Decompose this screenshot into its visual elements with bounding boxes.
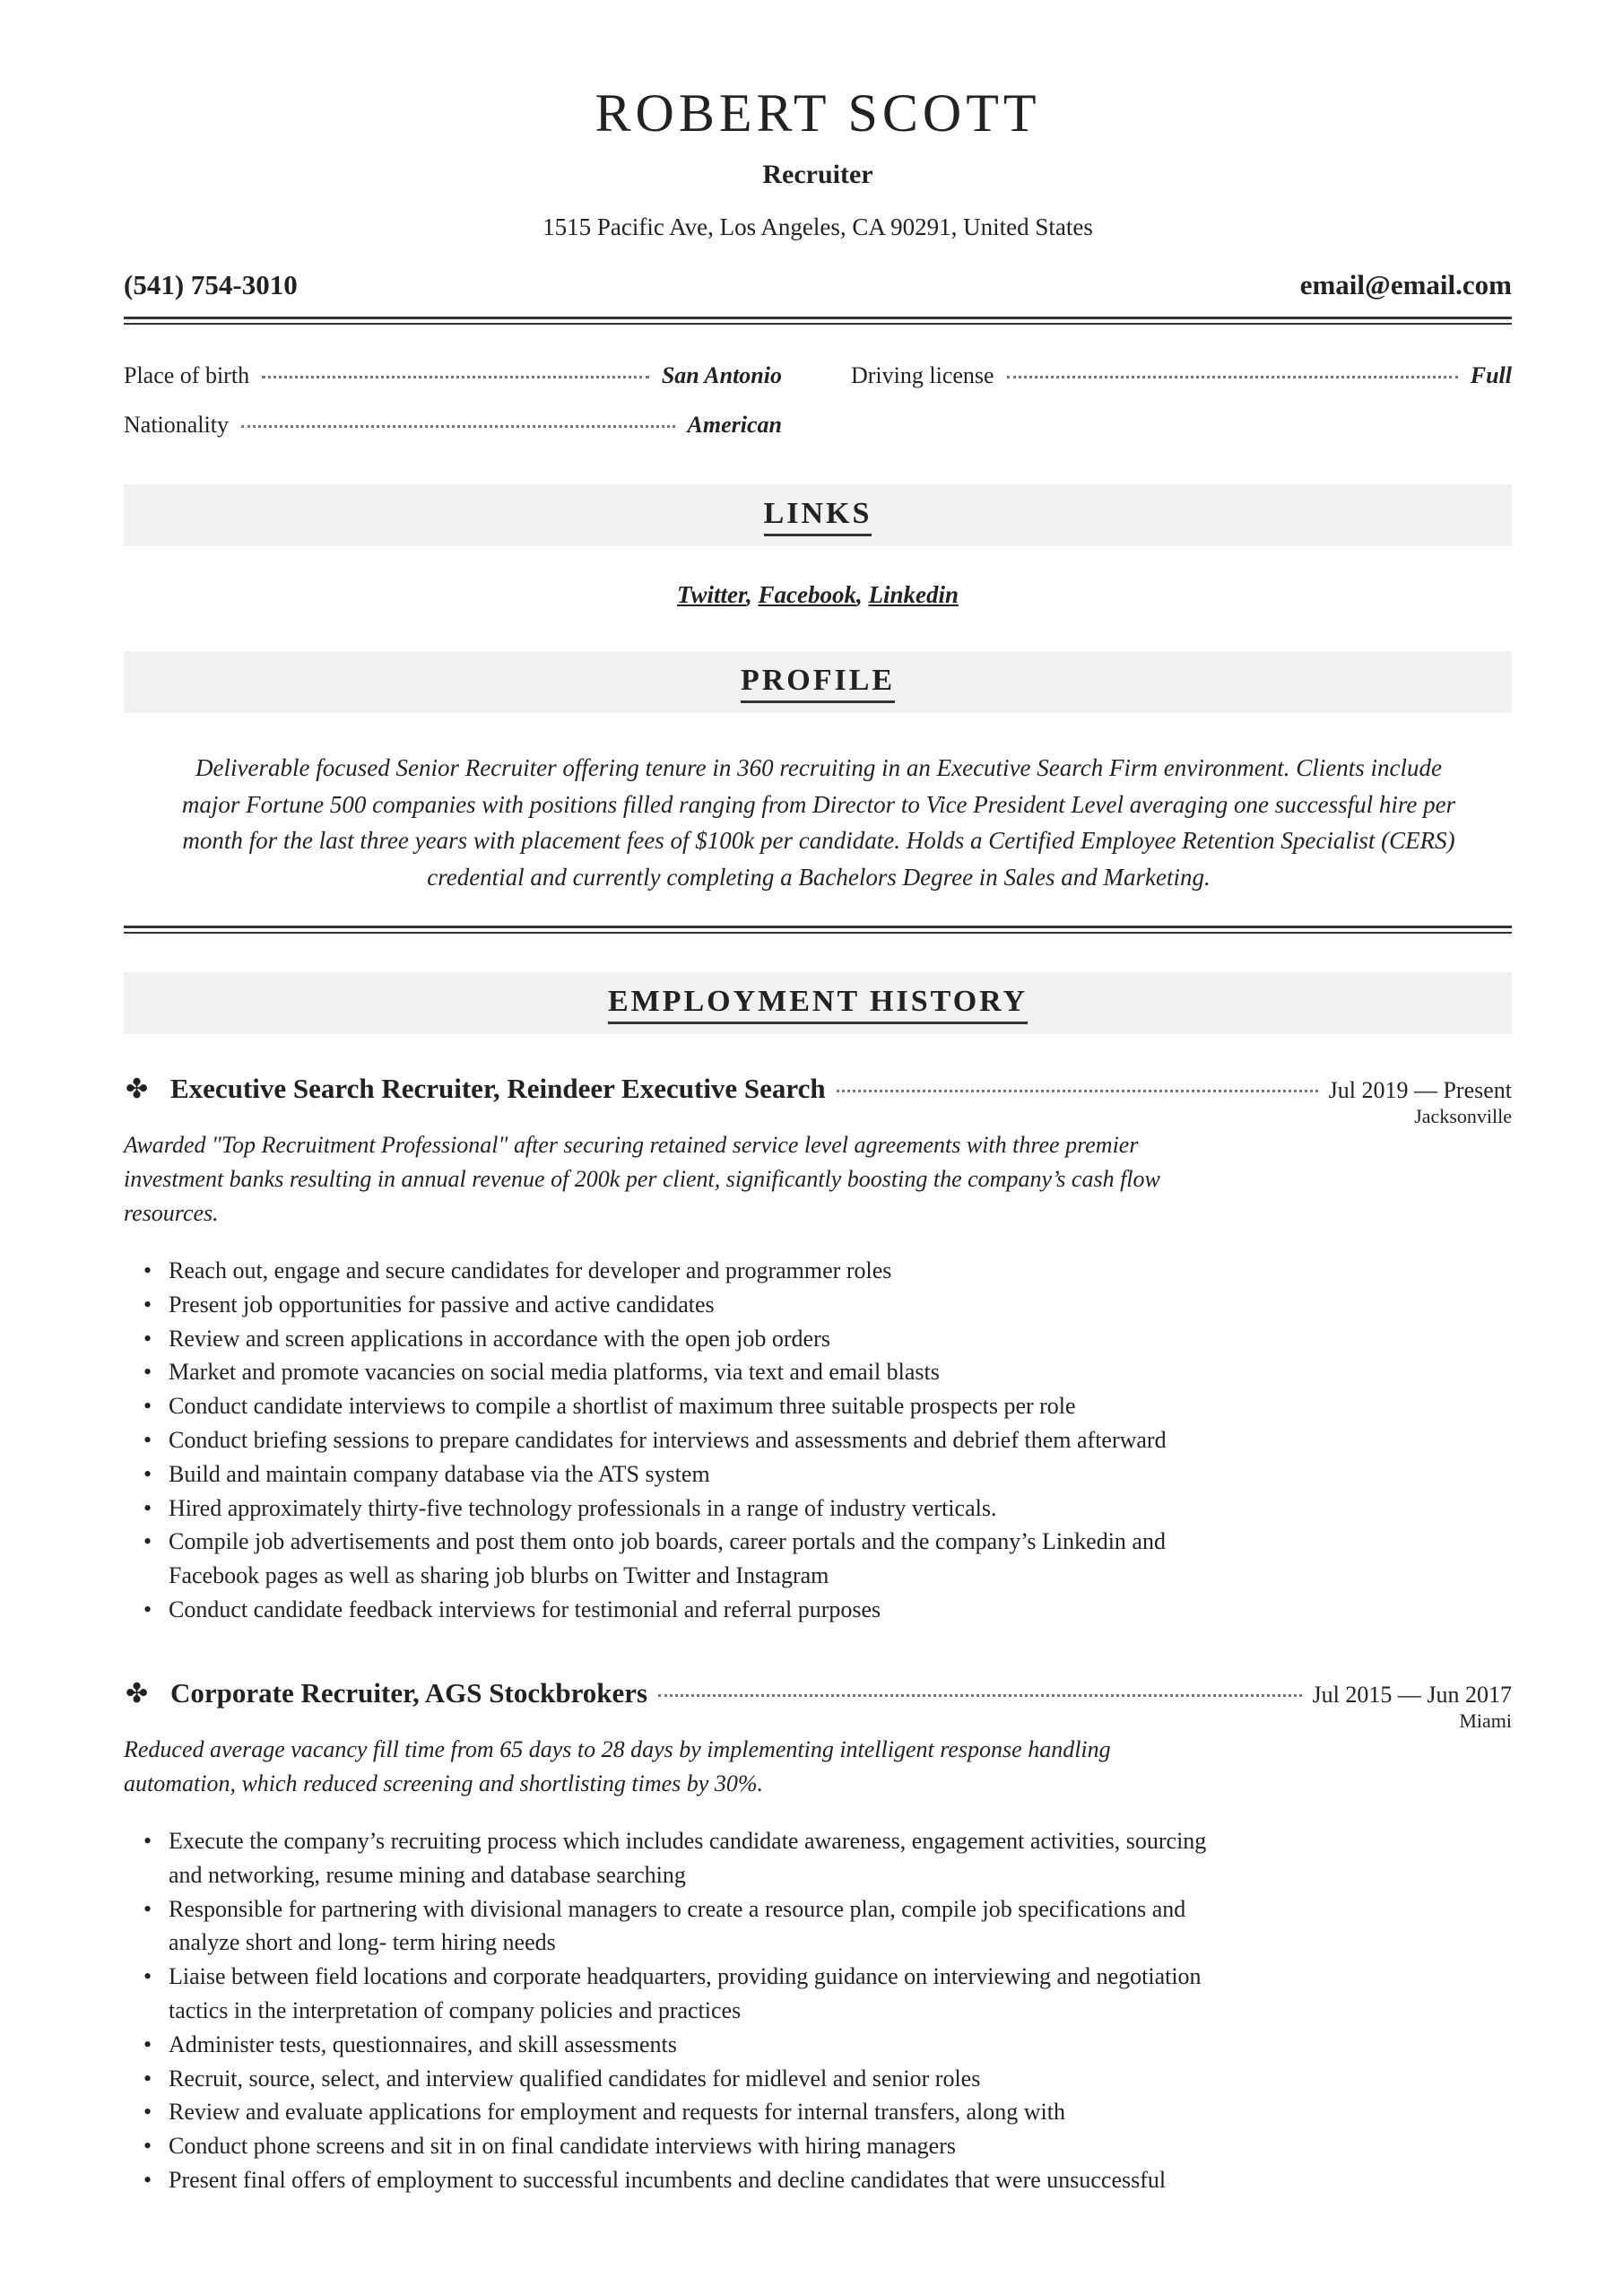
list-item: • Administer tests, questionnaires, and skill assessments xyxy=(169,2028,1236,2062)
four-petal-flower-icon: ✤ xyxy=(126,1074,149,1104)
job-entry-title: Executive Search Recruiter, Reindeer Executive Search xyxy=(170,1073,826,1104)
job-location: Miami xyxy=(1459,1709,1512,1732)
list-item: • Review and screen applications in accordance with the open job orders xyxy=(169,1322,1236,1356)
list-item: • Hired approximately thirty-five technology professionals in a range of industry verticals. xyxy=(169,1492,1236,1526)
section-header-links xyxy=(124,484,1512,546)
job-description: Reduced average vacancy fill time from 65 days to 28 days by implementing intelligent response handling automation, which reduced screening and shortlisting times by 30%. xyxy=(124,1736,1111,1796)
list-item: • Reach out, engage and secure candidates for developer and programmer roles xyxy=(169,1254,1236,1288)
job-description: Awarded "Top Recruitment Professional" after securing retained service level agreements with three premier investment banks resulting in annual revenue of 200k per client, significantly boosting the company’s cash flow resources. xyxy=(124,1132,1160,1226)
list-item: • Execute the company’s recruiting process which includes candidate awareness, engagement activities, sourcing and networking, resume mining and database searching xyxy=(169,1824,1236,1892)
contact-row xyxy=(124,269,1512,301)
divider xyxy=(124,926,1512,934)
list-item: • Present final offers of employment to successful incumbents and decline candidates that were unsuccessful xyxy=(169,2163,1236,2197)
list-item: • Market and promote vacancies on social media platforms, via text and email blasts xyxy=(169,1355,1236,1389)
section-header-employment xyxy=(124,972,1512,1034)
detail-nationality xyxy=(124,412,782,439)
job-entry-title: Corporate Recruiter, AGS Stockbrokers xyxy=(170,1677,648,1709)
list-item: • Recruit, source, select, and interview qualified candidates for midlevel and senior roles xyxy=(169,2062,1236,2096)
list-item: • Conduct candidate interviews to compile a shortlist of maximum three suitable prospects per role xyxy=(169,1389,1236,1423)
detail-label: Nationality xyxy=(124,412,229,438)
list-item: • Liaise between field locations and corporate headquarters, providing guidance on interviewing and negotiation tactics in the interpretation of company policies and practices xyxy=(169,1960,1236,2028)
candidate-name: ROBERT SCOTT xyxy=(595,83,1041,143)
list-item: • Build and maintain company database via the ATS system xyxy=(169,1457,1236,1492)
section-title: EMPLOYMENT HISTORY xyxy=(608,985,1028,1024)
four-petal-flower-icon: ✤ xyxy=(126,1679,149,1709)
list-item: • Compile job advertisements and post them onto job boards, career portals and the company’s Linkedin and Facebook pages as well as sharing job blurbs on Twitter and Instagram xyxy=(169,1525,1236,1593)
job-location: Jacksonville xyxy=(1414,1105,1512,1127)
job-bullets xyxy=(124,1824,1236,2197)
detail-place-of-birth xyxy=(124,362,782,389)
list-item: • Conduct candidate feedback interviews for testimonial and referral purposes xyxy=(169,1593,1236,1627)
link-linkedin[interactable]: Linkedin xyxy=(868,581,959,608)
detail-value: San Antonio xyxy=(661,362,782,388)
list-item: • Review and evaluate applications for employment and requests for internal transfers, along with xyxy=(169,2095,1236,2129)
job-bullets xyxy=(124,1254,1236,1627)
detail-label: Place of birth xyxy=(124,362,250,388)
links-list: Twitter, Facebook, Linkedin xyxy=(676,581,959,608)
job-dates: Jul 2015 — Jun 2017 xyxy=(1312,1682,1512,1708)
divider xyxy=(124,317,1512,325)
address: 1515 Pacific Ave, Los Angeles, CA 90291, United States xyxy=(542,213,1093,240)
job-dates: Jul 2019 — Present xyxy=(1328,1077,1512,1103)
job-title: Recruiter xyxy=(762,160,873,189)
list-item: • Conduct phone screens and sit in on final candidate interviews with hiring managers xyxy=(169,2129,1236,2163)
section-header-profile xyxy=(124,651,1512,713)
list-item: • Responsible for partnering with divisional managers to create a resource plan, compile job specifications and analyze short and long- term hiring needs xyxy=(169,1892,1236,1961)
detail-value: Full xyxy=(1470,362,1512,388)
job-entry xyxy=(124,1073,1512,1627)
detail-driving-license xyxy=(851,362,1512,389)
profile-text: Deliverable focused Senior Recruiter offering tenure in 360 recruiting in an Executive Search Firm environment. Clients include major Fortune 500 companies with positions filled ranging from Director to Vice President Level averaging one successful hire per month for the last three years with placement fees of $100k per candidate. Holds a Certified Employee Retention Specialist (CERS) credential and currently completing a Bachelors Degree in Sales and Marketing. xyxy=(181,754,1456,891)
section-title: LINKS xyxy=(764,497,872,536)
detail-label: Driving license xyxy=(851,362,994,388)
email: email@email.com xyxy=(1299,269,1512,300)
list-item: • Conduct briefing sessions to prepare candidates for interviews and assessments and debrief them afterward xyxy=(169,1423,1236,1457)
detail-value: American xyxy=(687,412,782,438)
link-twitter[interactable]: Twitter xyxy=(676,581,746,608)
list-item: • Present job opportunities for passive and active candidates xyxy=(169,1288,1236,1322)
phone: (541) 754-3010 xyxy=(124,269,298,300)
section-title: PROFILE xyxy=(741,664,895,703)
link-facebook[interactable]: Facebook xyxy=(758,581,856,608)
job-entry xyxy=(124,1677,1512,2197)
